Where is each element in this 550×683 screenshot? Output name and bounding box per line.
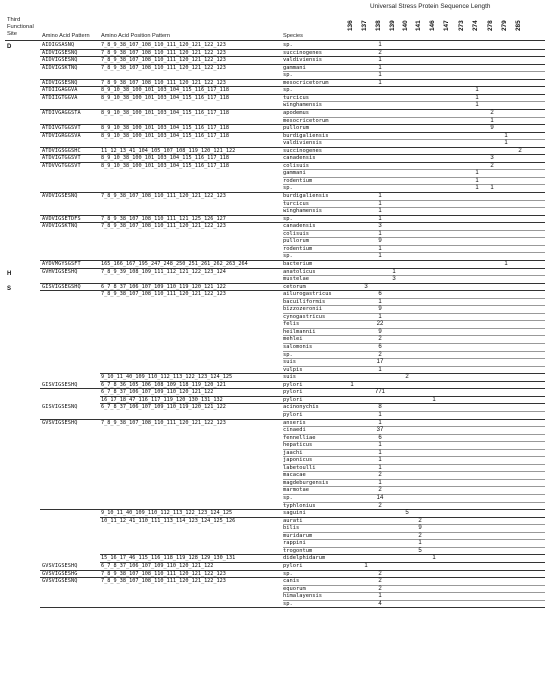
count-value: 2 — [378, 472, 382, 479]
row-rule — [283, 426, 545, 427]
row-rule — [283, 441, 545, 442]
row-rule — [283, 101, 545, 102]
count-value: 1 — [490, 185, 494, 192]
row-rule — [283, 320, 545, 321]
row-rule — [283, 252, 545, 253]
header-rule — [5, 40, 545, 41]
position-pattern: 7_8_9_39_108_109_111_112_121_122_123_124 — [101, 268, 226, 275]
count-value: 1 — [350, 381, 354, 388]
species-name: ailurogastricus — [283, 291, 332, 298]
length-header-138: 138 — [375, 20, 382, 31]
count-value: 2 — [378, 336, 382, 343]
amino-acid-pattern: ATDIVGTGGSVT — [42, 125, 81, 132]
count-value: 1 — [378, 298, 382, 305]
position-pattern: 7_8_9_38_107_108_110_111_120_121_122_123 — [101, 570, 226, 577]
amino-acid-pattern: GVSVIGSESHQ — [42, 419, 78, 426]
species-name: aurati — [283, 517, 303, 524]
position-pattern: 11_12_13_41_104_105_107_108_119_120_121_122 — [101, 147, 236, 154]
amino-acid-pattern: AYDVMGYSGSFT — [42, 260, 81, 267]
row-rule — [283, 547, 545, 548]
count-value: 1 — [378, 411, 382, 418]
count-value: 3 — [490, 155, 494, 162]
count-value: 1 — [378, 72, 382, 79]
row-rule — [283, 539, 545, 540]
amino-acid-pattern: GVSVIGSESNQ — [42, 578, 78, 585]
row-rule — [283, 494, 545, 495]
count-value: 1 — [392, 268, 396, 275]
count-value: 2 — [405, 374, 409, 381]
row-rule — [283, 366, 545, 367]
species-name: pylori — [283, 381, 303, 388]
species-name: muridarum — [283, 532, 313, 539]
count-value: 1 — [378, 253, 382, 260]
count-value: 1 — [378, 79, 382, 86]
length-header-285: 285 — [515, 20, 522, 31]
count-value: 5 — [405, 510, 409, 517]
count-value: 1 — [378, 449, 382, 456]
position-pattern: 8_9_10_38_100_101_103_104_115_116_117_118 — [101, 87, 230, 94]
row-rule — [283, 169, 545, 170]
species-name: valdiviensis — [283, 140, 322, 147]
amino-acid-pattern: GVSVIGSESHQ — [42, 562, 78, 569]
position-pattern: 7_8_9_38_107_108_110_111_120_121_122_123 — [101, 57, 226, 64]
species-name: succinogenes — [283, 147, 322, 154]
species-name: anseris — [283, 419, 306, 426]
position-pattern: 6_7_8_37_106_107_109_110_119_120_121_122 — [101, 404, 226, 411]
amino-acid-pattern: AVDVIGSESNQ — [42, 193, 78, 199]
species-name: felis — [283, 321, 300, 328]
position-pattern: 15_16_17_46_115_116_118_119_128_129_130_131 — [101, 555, 236, 562]
count-value: 1 — [378, 464, 382, 471]
row-rule — [283, 456, 545, 457]
species-name: rodentium — [283, 177, 313, 184]
amino-acid-pattern: AVDVIGSKTNQ — [42, 223, 78, 230]
count-value: 14 — [376, 495, 384, 501]
position-pattern: 6_7_8_37_106_107_109_110_120_121_122 — [101, 562, 214, 569]
count-value: 2 — [418, 532, 422, 539]
count-value: 2 — [518, 147, 522, 154]
species-name: pylori — [283, 562, 303, 569]
length-header-137: 137 — [361, 20, 368, 31]
species-name: burdigaliensis — [283, 132, 329, 139]
length-header-139: 139 — [389, 20, 396, 31]
count-value: 1 — [504, 260, 508, 267]
species-name: sp. — [283, 215, 293, 222]
species-name: mehlei — [283, 336, 303, 343]
length-header-273: 273 — [458, 20, 465, 31]
species-name: colisuis — [283, 230, 309, 237]
count-value: 1 — [378, 593, 382, 600]
length-header-274: 274 — [472, 20, 479, 31]
amino-acid-pattern: AIDVIGSESNQ — [42, 79, 78, 86]
site-label: H — [7, 270, 12, 277]
species-name: cinaedi — [283, 427, 306, 434]
species-name: sp. — [283, 495, 293, 501]
species-name: mustelae — [283, 276, 309, 283]
count-value: 1 — [378, 57, 382, 64]
species-name: saguini — [283, 510, 306, 517]
species-name: bacuiliformis — [283, 298, 326, 305]
species-name: winghamensis — [283, 208, 322, 215]
count-value: 1 — [432, 555, 436, 562]
species-name: vulpis — [283, 366, 303, 373]
amino-acid-pattern: ATDVIGRGGSVA — [42, 132, 81, 139]
row-rule — [283, 230, 545, 231]
count-value: 2 — [378, 578, 382, 585]
count-value: 1 — [418, 540, 422, 547]
species-name: sp. — [283, 253, 293, 260]
count-value: 1 — [378, 42, 382, 48]
species-name: apodemus — [283, 109, 309, 116]
count-value: 1 — [378, 479, 382, 486]
amino-acid-pattern: ATDVVGTGGSVT — [42, 162, 81, 169]
row-rule — [283, 471, 545, 472]
species-name: hepaticus — [283, 442, 313, 449]
species-name: pullorum — [283, 238, 309, 245]
species-name: equorum — [283, 585, 306, 592]
species-name: sp. — [283, 87, 293, 94]
count-value: 6 — [378, 344, 382, 350]
species-name: japonicus — [283, 457, 313, 464]
species-name: sp. — [283, 72, 293, 79]
row-rule — [283, 600, 545, 601]
species-name: succinogenes — [283, 49, 322, 56]
count-value: 4 — [378, 600, 382, 607]
species-name: acinonychis — [283, 404, 319, 411]
species-name: mesocricetorum — [283, 117, 329, 124]
species-name: didelphidarum — [283, 555, 326, 562]
length-header-278: 278 — [487, 20, 494, 31]
position-pattern: 7_8_9_38_107_108_110_111_120_121_122_123 — [101, 223, 226, 230]
count-value: 1 — [378, 193, 382, 199]
species-name: salomonis — [283, 344, 313, 350]
species-name: bizzozeronii — [283, 306, 322, 313]
position-pattern: 7_8_9_38_107_108_110_111_120_121_122_123 — [101, 49, 226, 56]
amino-acid-pattern: ATDIIGTGGVA — [42, 94, 78, 101]
amino-acid-pattern: GVHVIGSESHQ — [42, 268, 78, 275]
species-name: jaachi — [283, 449, 303, 456]
row-rule — [283, 245, 545, 246]
count-value: 8 — [378, 404, 382, 411]
amino-acid-pattern: ATDIVGAGGSTA — [42, 109, 81, 116]
count-value: 1 — [378, 457, 382, 464]
row-rule — [283, 502, 545, 503]
count-value: 9 — [378, 238, 382, 245]
species-name: turcicus — [283, 94, 309, 101]
count-value: 2 — [418, 517, 422, 524]
count-value: 1 — [475, 87, 479, 94]
amino-acid-pattern: AVDVIGSETDFS — [42, 215, 81, 222]
position-pattern: 7_8_9_38_107_108_110_111_120_121_122_123 — [101, 291, 226, 298]
species-name: canis — [283, 578, 300, 585]
species-name: cynogastricus — [283, 313, 326, 320]
count-value: 1 — [504, 132, 508, 139]
count-value: 3 — [364, 283, 368, 290]
position-pattern: 7_8_9_38_107_108_110_111_121_125_126_127 — [101, 215, 226, 222]
count-value: 1 — [378, 245, 382, 252]
count-value: 1 — [475, 185, 479, 192]
species-name: anatolicus — [283, 268, 316, 275]
count-value: 1 — [475, 170, 479, 177]
row-rule — [283, 486, 545, 487]
species-name: sp. — [283, 185, 293, 192]
species-name: canadensis — [283, 155, 316, 162]
position-pattern: 16_17_18_47_116_117_119_120_130_131_132 — [101, 396, 223, 403]
amino-acid-pattern: AIDVIGSKTNQ — [42, 64, 78, 71]
length-header-140: 140 — [402, 20, 409, 31]
species-name: himalayensis — [283, 593, 322, 600]
species-name: mesocricetorum — [283, 79, 329, 86]
row-rule — [283, 305, 545, 306]
position-pattern: 8_9_10_38_100_101_103_104_115_116_117_118 — [101, 109, 230, 116]
count-value: 2 — [490, 162, 494, 169]
count-value: 1 — [378, 208, 382, 215]
position-pattern: 7_8_9_38_107_108_110_111_120_121_122_123 — [101, 419, 226, 426]
species-name: typhlonius — [283, 502, 316, 509]
amino-acid-pattern: ATDVIGTGGSVT — [42, 155, 81, 162]
count-value: 2 — [490, 109, 494, 116]
position-pattern: 8_9_10_38_100_101_103_104_115_116_117_118 — [101, 132, 230, 139]
count-value: 2 — [378, 49, 382, 56]
species-name: bilis — [283, 525, 300, 532]
species-name: suis — [283, 374, 296, 381]
row-rule — [283, 524, 545, 525]
species-name: winghamensis — [283, 102, 322, 109]
species-name: cetorum — [283, 283, 306, 290]
amino-acid-pattern: AIDVIGSESNQ — [42, 57, 78, 64]
species-name: rappini — [283, 540, 306, 547]
species-name: fennelliae — [283, 434, 316, 441]
species-name: trogontum — [283, 547, 313, 554]
amino-acid-pattern: GISVIGSEGSHQ — [42, 283, 81, 290]
species-name: rodentium — [283, 245, 313, 252]
row-rule — [283, 532, 545, 533]
species-name: canadensis — [283, 223, 316, 230]
length-spanner-header: Universal Stress Protein Sequence Length — [370, 3, 491, 10]
count-value: 6 — [378, 291, 382, 298]
row-rule — [283, 177, 545, 178]
position-pattern: 8_9_10_38_100_101_103_104_115_116_117_118 — [101, 162, 230, 169]
row-rule — [283, 464, 545, 465]
count-value: 9 — [418, 525, 422, 532]
length-header-136: 136 — [347, 20, 354, 31]
site-label: S — [7, 285, 12, 292]
species-name: bacterium — [283, 260, 313, 267]
species-name: sp. — [283, 351, 293, 358]
count-value: 3 — [392, 276, 396, 283]
species-name: gammani — [283, 64, 306, 71]
count-value: 5 — [418, 547, 422, 554]
amino-acid-pattern: ATDVIGSGGSHC — [42, 147, 81, 154]
species-name: valdiviensis — [283, 57, 322, 64]
row-rule — [283, 449, 545, 450]
row-rule — [283, 184, 545, 185]
row-rule — [283, 275, 545, 276]
position-pattern: 8_9_10_38_100_101_103_104_115_116_117_118 — [101, 155, 230, 162]
amino-acid-pattern: AIDVIGSESNQ — [42, 49, 78, 56]
species-name: pylori — [283, 389, 303, 396]
block-rule — [40, 607, 545, 608]
position-pattern: 7_8_9_38_107_108_110_111_120_121_122_123 — [101, 64, 226, 71]
row-rule — [283, 207, 545, 208]
species-name: magdeburgensis — [283, 479, 329, 486]
row-rule — [283, 358, 545, 359]
length-header-147: 147 — [443, 20, 450, 31]
species-name: pylori — [283, 396, 303, 403]
count-value: 1 — [475, 102, 479, 109]
row-rule — [283, 592, 545, 593]
amino-acid-pattern: AIDIGSASNQ — [42, 42, 75, 48]
position-pattern: 9_10_11_40_109_110_112_113_122_123_124_125 — [101, 510, 233, 517]
amino-acid-pattern: GISVIGSESHQ — [42, 381, 78, 388]
count-value: 22 — [376, 321, 384, 328]
count-value: 771 — [375, 389, 386, 396]
count-value: 1 — [378, 313, 382, 320]
length-header-141: 141 — [415, 20, 422, 31]
position-pattern: 7_8_9_38_107_108_110_111_120_121_122_123 — [101, 578, 226, 585]
row-rule — [283, 200, 545, 201]
length-header-146: 146 — [429, 20, 436, 31]
count-value: 1 — [378, 419, 382, 426]
position-pattern-header: Amino Acid Position Pattern — [101, 33, 171, 39]
species-name: gammani — [283, 170, 306, 177]
species-name: sp. — [283, 600, 293, 607]
row-rule — [283, 328, 545, 329]
count-value: 1 — [504, 140, 508, 147]
count-value: 2 — [378, 487, 382, 494]
count-value: 37 — [376, 427, 384, 434]
row-rule — [283, 434, 545, 435]
species-name: burdigaliensis — [283, 193, 329, 199]
count-value: 2 — [378, 585, 382, 592]
species-name: heilmannii — [283, 328, 316, 335]
count-value: 2 — [378, 502, 382, 509]
count-value: 2 — [378, 570, 382, 577]
row-rule — [283, 335, 545, 336]
amino-acid-pattern: GISVIGSESNQ — [42, 404, 78, 411]
species-name: sp. — [283, 42, 293, 48]
site-label: D — [7, 44, 12, 50]
count-value: 6 — [378, 434, 382, 441]
count-value: 2 — [378, 351, 382, 358]
position-pattern: 7_8_9_38_107_108_110_111_120_121_122_123 — [101, 79, 226, 86]
position-pattern: 8_9_10_38_100_101_103_104_115_116_117_118 — [101, 94, 230, 101]
amino-acid-pattern-header: Amino Acid Pattern — [42, 33, 90, 39]
site-column-header: Third Functional Site — [7, 17, 34, 37]
species-name: suis — [283, 359, 296, 366]
species-name: macacae — [283, 472, 306, 479]
count-value: 9 — [378, 306, 382, 313]
species-name: pylori — [283, 411, 303, 418]
position-pattern: 10_11_12_41_110_111_113_114_123_124_125_126 — [101, 517, 236, 524]
species-name: pullorum — [283, 125, 309, 132]
count-value: 9 — [490, 125, 494, 132]
count-value: 9 — [378, 328, 382, 335]
position-pattern: 6_7_8_36_105_106_108_109_118_119_120_121 — [101, 381, 226, 388]
position-pattern: 9_10_11_40_109_110_112_113_122_123_124_125 — [101, 374, 233, 381]
row-rule — [283, 237, 545, 238]
species-name: sp. — [283, 570, 293, 577]
row-rule — [283, 585, 545, 586]
count-value: 3 — [378, 223, 382, 230]
position-pattern: 165_166_167_195_247_248_250_251_261_262_263_264 — [101, 260, 248, 267]
count-value: 1 — [475, 177, 479, 184]
position-pattern: 7_8_9_38_107_108_110_111_120_121_122_123 — [101, 42, 226, 48]
position-pattern: 7_8_9_38_107_108_110_111_120_121_122_123 — [101, 193, 226, 199]
row-rule — [283, 71, 545, 72]
amino-acid-pattern: ATDIIGAGGVA — [42, 87, 78, 94]
count-value: 1 — [378, 200, 382, 207]
species-name: colisuis — [283, 162, 309, 169]
count-value: 17 — [376, 359, 384, 366]
count-value: 1 — [378, 64, 382, 71]
row-rule — [283, 351, 545, 352]
position-pattern: 6_7_8_37_106_107_109_110_119_120_121_122 — [101, 283, 226, 290]
count-value: 1 — [378, 442, 382, 449]
count-value: 1 — [364, 562, 368, 569]
amino-acid-pattern: GVSVIGSESHG — [42, 570, 78, 577]
species-header: Species — [283, 33, 303, 39]
count-value: 1 — [378, 215, 382, 222]
species-name: labetoulli — [283, 464, 316, 471]
position-pattern: 6_7_8_37_106_107_109_110_120_121_122 — [101, 389, 214, 396]
count-value: 1 — [432, 396, 436, 403]
species-name: turcicus — [283, 200, 309, 207]
count-value: 1 — [490, 117, 494, 124]
species-name: marmotae — [283, 487, 309, 494]
position-pattern: 8_9_10_38_100_101_103_104_115_116_117_118 — [101, 125, 230, 132]
row-rule — [283, 411, 545, 412]
count-value: 1 — [378, 366, 382, 373]
count-value: 1 — [378, 230, 382, 237]
count-value: 1 — [475, 94, 479, 101]
row-rule — [283, 343, 545, 344]
length-header-279: 279 — [501, 20, 508, 31]
